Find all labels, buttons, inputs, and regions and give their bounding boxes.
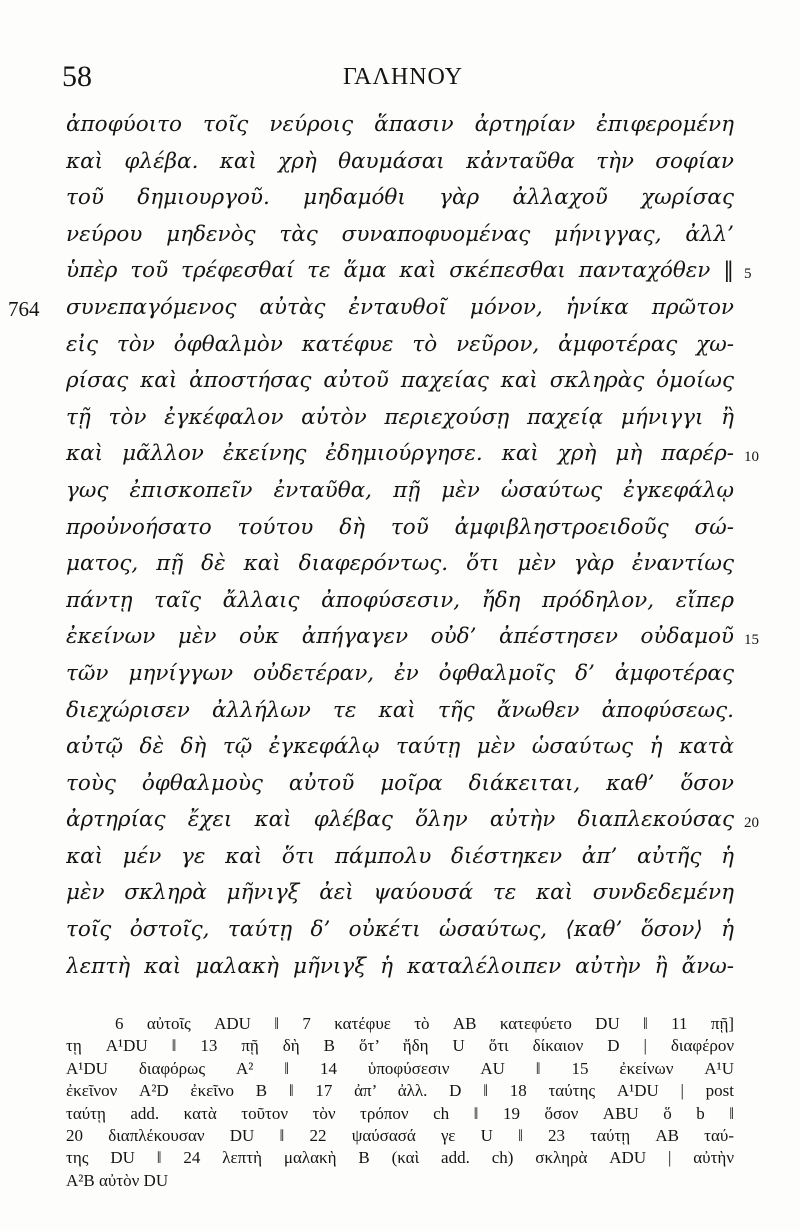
text-line [0,586,800,623]
line-text: τῶν μηνίγγων οὐδετέραν, ἐν ὀφθαλμοῖς δ’ ἀμφοτέρας [66,660,734,686]
footnote-line [0,1059,800,1081]
text-line [0,293,800,330]
line-text: ματος, πῇ δὲ καὶ διαφερόντως. ὅτι μὲν γὰρ ἐναντίως [66,551,734,577]
text-line [0,732,800,769]
line-text: καὶ μέν γε καὶ ὅτι πάμπολυ διέστηκεν ἀπ’ αὐτῆς ἡ [66,843,734,869]
line-text: διεχώρισεν ἀλλήλων τε καὶ τῆς ἄνωθεν ἀποφύσεως. [66,697,734,723]
line-text: γως ἐπισκοπεῖν ἐνταῦθα, πῇ μὲν ὡσαύτως ἐγκεφάλῳ [66,477,734,503]
text-line [0,403,800,440]
text-line [0,659,800,696]
line-text: τοὺς ὀφθαλμοὺς αὐτοῦ μοῖρα διάκειται, καθ’ ὅσον [66,770,734,796]
footnote-line [0,1081,800,1103]
line-text: τῇ τὸν ἐγκέφαλον αὐτὸν περιεχούσῃ παχείᾳ μήνιγγι ἢ [66,404,734,430]
line-text: τοῦ δημιουργοῦ. μηδαμόθι γὰρ ἀλλαχοῦ χωρίσας [66,185,734,211]
line-text: νεύρου μηδενὸς τὰς συναποφυομένας μήνιγγας, ἀλλ’ [66,221,734,247]
footnote-line [0,1036,800,1058]
line-text: ἀποφύοιτο τοῖς νεύροις ἅπασιν ἀρτηρίαν ἐπιφερομένη [66,112,734,137]
text-line [0,366,800,403]
line-text: συνεπαγόμενος αὐτὰς ἐνταυθοῖ μόνον, ἡνίκα πρῶτον [66,294,734,320]
footnote-text: A¹DU διαφόρως A² ‖ 14 ὑποφύσεσιν AU ‖ 15 ἐκείνων A¹U [66,1058,734,1078]
main-text [0,110,800,988]
line-text: μὲν σκληρὰ μῆνιγξ ἀεὶ ψαύουσά τε καὶ συνδεδεμένη [66,880,734,906]
line-text: προὐνοήσατο τούτου δὴ τοῦ ἀμφιβληστροειδοῦς σώ- [66,514,734,540]
footnote-text: ταύτῃ add. κατὰ τοῦτον τὸν τρόπον ch ‖ 19 ὅσον ABU ὅ b ‖ [66,1103,734,1123]
line-text: αὐτῷ δὲ δὴ τῷ ἐγκεφάλῳ ταύτῃ μὲν ὡσαύτως ἡ κατὰ [66,734,734,760]
line-text: ἀρτηρίας ἔχει καὶ φλέβας ὅλην αὐτὴν διαπλεκούσας [66,807,734,833]
line-number: 15 [744,632,759,649]
line-text: λεπτὴ καὶ μαλακὴ μῆνιγξ ἡ καταλέλοιπεν αὐτὴν ἢ ἄνω- [66,953,734,979]
text-line [0,952,800,989]
footnote-text: ἐκεῖνον A²D ἐκεῖνο B ‖ 17 ἀπ’ ἀλλ. D ‖ 18 ταύτης A¹DU | post [66,1081,734,1101]
text-line [0,805,800,842]
text-line [0,549,800,586]
line-text: καὶ φλέβα. καὶ χρὴ θαυμάσαι κἀνταῦθα τὴν σοφίαν [66,148,734,174]
footnote-line [0,1148,800,1170]
text-line [0,513,800,550]
line-text: καὶ μᾶλλον ἐκείνης ἐδημιούργησε. καὶ χρὴ μὴ παρέρ- [66,441,734,467]
footnote-text: τῃ A¹DU ‖ 13 πῇ δὴ B ὅτ’ ἤδη U ὅτι δίκαιον D | διαφέρον [66,1036,734,1056]
text-line [0,476,800,513]
line-text: εἰς τὸν ὀφθαλμὸν κατέφυε τὸ νεῦρον, ἀμφοτέρας χω- [66,331,734,357]
line-text: πάντῃ ταῖς ἄλλαις ἀποφύσεσιν, ἤδη πρόδηλον, εἴπερ [66,587,734,613]
text-line [0,147,800,184]
line-text: ἐκείνων μὲν οὐκ ἀπήγαγεν οὐδ’ ἀπέστησεν οὐδαμοῦ [66,624,734,650]
footnote-text: της DU ‖ 24 λεπτὴ μαλακὴ B (καὶ add. ch) σκληρὰ ADU | αὐτὴν [66,1148,734,1168]
text-line [0,915,800,952]
line-number: 10 [744,449,759,466]
text-line [0,110,800,147]
line-text: ρίσας καὶ ἀποστήσας αὐτοῦ παχείας καὶ σκληρὰς ὁμοίως [66,368,734,394]
text-line [0,256,800,293]
line-number: 20 [744,815,759,832]
running-title: ΓΑΛΗΝΟΥ [343,64,464,90]
line-text: τοῖς ὀστοῖς, ταύτῃ δ’ οὐκέτι ὡσαύτως, ⟨καθ’ ὅσον⟩ ἡ [66,917,734,943]
footnote-text: 20 διαπλέκουσαν DU ‖ 22 ψαύσασά γε U ‖ 23 ταύτῃ AB ταύ- [66,1125,734,1145]
text-line [0,330,800,367]
text-line [0,842,800,879]
footnote-line [0,1171,800,1193]
footnote-text: A²B αὐτὸν DU [66,1170,169,1190]
page-number: 58 [62,60,92,93]
text-line [0,878,800,915]
footnote-text: 6 αὐτοῖς ADU ‖ 7 κατέφυε τὸ AB κατεφύετο DU ‖ 11 πῇ] [115,1014,734,1033]
footnote-line [0,1014,800,1036]
line-text: ὑπὲρ τοῦ τρέφεσθαί τε ἅμα καὶ σκέπεσθαι πανταχόθεν ‖ [66,258,734,284]
edition-page-reference: 764 [8,296,40,321]
text-line [0,622,800,659]
text-line [0,220,800,257]
line-number: 5 [744,266,752,283]
text-line [0,696,800,733]
text-line [0,183,800,220]
footnote-line [0,1104,800,1126]
critical-apparatus [0,1014,800,1193]
footnote-line [0,1126,800,1148]
text-line [0,769,800,806]
page-header [0,58,800,98]
text-line [0,439,800,476]
